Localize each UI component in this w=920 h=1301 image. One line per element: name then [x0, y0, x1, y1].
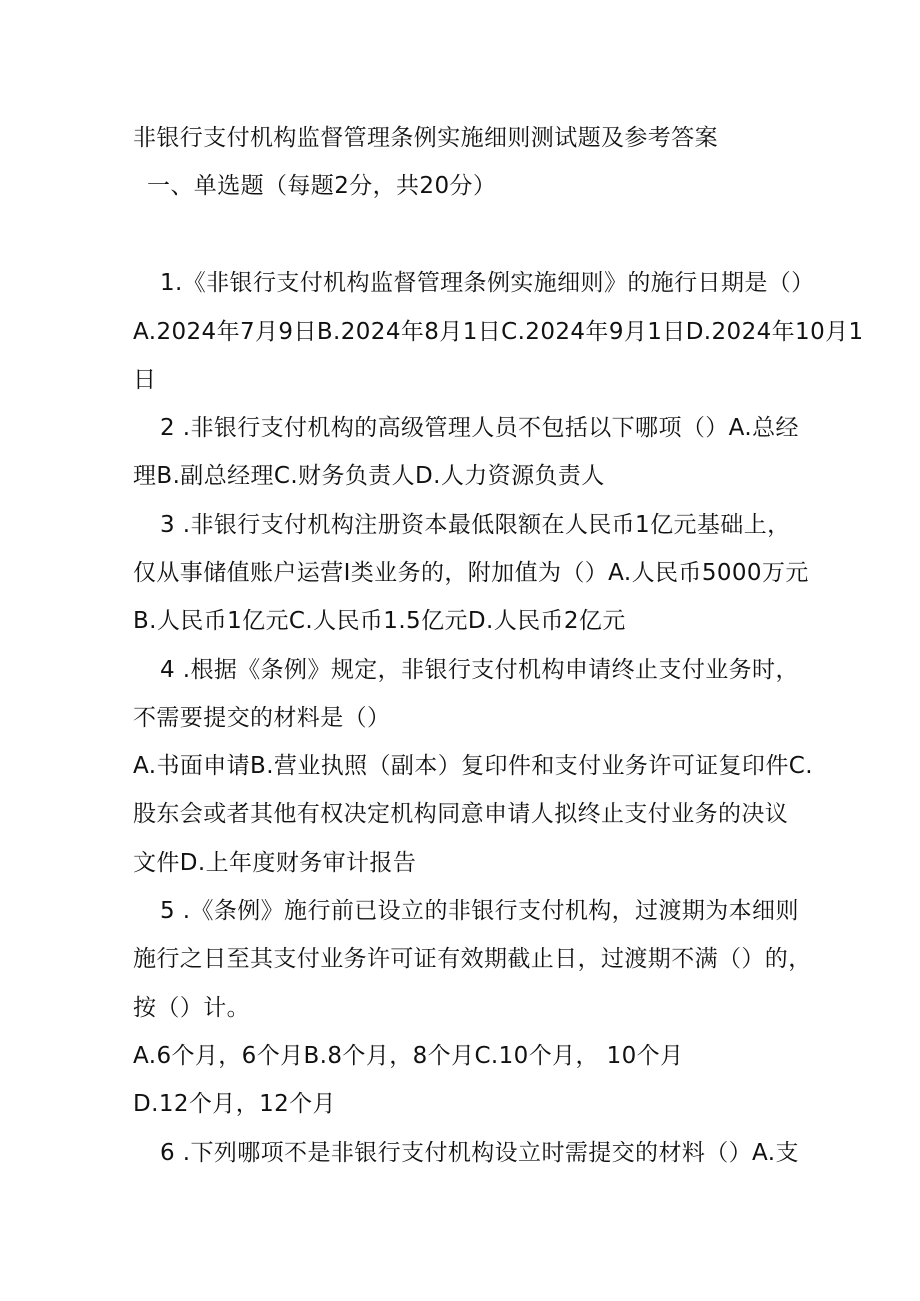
question-2-options: 理B.副总经理C.财务负责人D.人力资源负责人	[133, 463, 605, 489]
question-1-options-cont: 日	[133, 367, 157, 393]
question-5-stem: 5 .《条例》施行前已设立的非银行支付机构，过渡期为本细则	[160, 898, 799, 924]
question-4-options-cont: 股东会或者其他有权决定机构同意申请人拟终止支付业务的决议	[133, 801, 789, 827]
document-title: 非银行支付机构监督管理条例实施细则测试题及参考答案	[133, 125, 718, 151]
question-1-stem: 1.《非银行支付机构监督管理条例实施细则》的施行日期是（）	[160, 270, 815, 296]
question-5-stem-end: 按（）计。	[133, 995, 250, 1021]
question-3-stem-cont: 仅从事储值账户运营I类业务的，附加值为（）A.人民币5000万元	[133, 560, 809, 586]
question-4-options: A.书面申请B.营业执照（副本）复印件和支付业务许可证复印件C.	[133, 753, 813, 779]
section-heading: 一、单选题（每题2分，共20分）	[147, 173, 497, 199]
question-5-options-cont: D.12个月，12个月	[133, 1091, 336, 1117]
question-2-stem: 2 .非银行支付机构的高级管理人员不包括以下哪项（）A.总经	[160, 415, 799, 441]
question-4-options-end: 文件D.上年度财务审计报告	[133, 850, 417, 876]
question-3-stem: 3 .非银行支付机构注册资本最低限额在人民币1亿元基础上，	[160, 512, 791, 538]
question-6-stem: 6 .下列哪项不是非银行支付机构设立时需提交的材料（）A.支	[160, 1140, 799, 1166]
question-5-stem-cont: 施行之日至其支付业务许可证有效期截止日，过渡期不满（）的，	[133, 946, 812, 972]
question-1-options: A.2024年7月9日B.2024年8月1日C.2024年9月1日D.2024年10月1	[133, 319, 864, 345]
question-3-options: B.人民币1亿元C.人民币1.5亿元D.人民币2亿元	[133, 608, 626, 634]
question-4-stem-cont: 不需要提交的材料是（）	[133, 705, 391, 731]
question-5-options: A.6个月，6个月B.8个月，8个月C.10个月， 10个月	[133, 1043, 684, 1069]
question-4-stem: 4 .根据《条例》规定，非银行支付机构申请终止支付业务时，	[160, 657, 799, 683]
